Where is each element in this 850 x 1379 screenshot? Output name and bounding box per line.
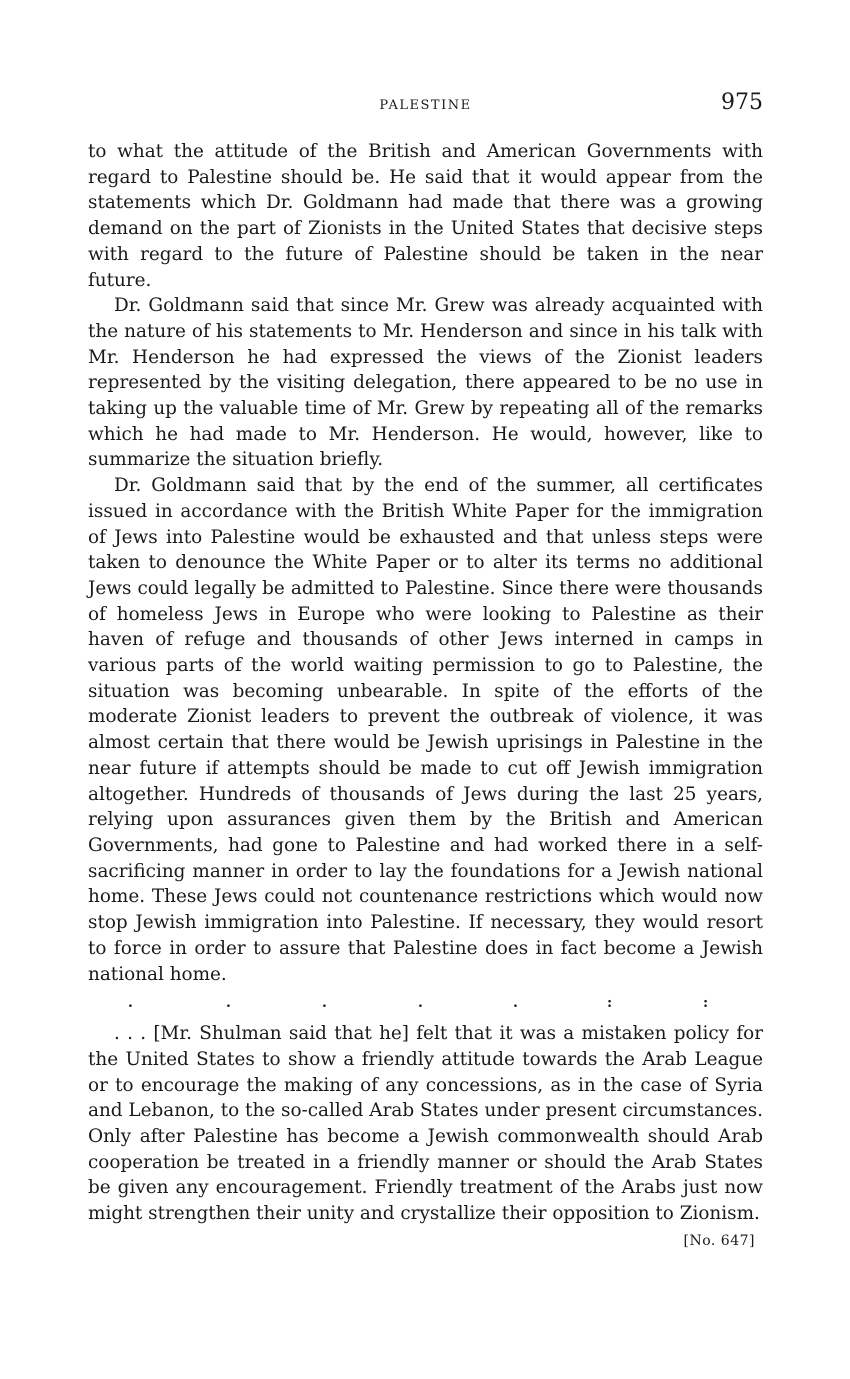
- paragraph-1: to what the attitude of the British and American Governments with regard to Palestine should be. He said that it would appear from the statements which Dr. Goldmann had made that there was a growing demand on the part of Zionists in the United States that decisive steps with regard to the future of Palestine should be taken in the near future.: [88, 141, 763, 291]
- paragraph-3: Dr. Goldmann said that by the end of the summer, all certificates issued in accordance with the British White Paper for the immigration of Jews into Palestine would be exhausted and that unless steps were taken to denounce the White Paper or to alter its terms no additional Jews could legally be admitted to Palestine. Since there were thousands of homeless Jews in Europe who were looking to Palestine as their haven of refuge and thousands of other Jews interned in camps in various parts of the world waiting permission to go to Palestine, the situation was becoming unbearable. In spite of the efforts of the moderate Zionist leaders to prevent the outbreak of violence, it was almost certain that there would be Jewish uprisings in Palestine in the near future if attempts should be made to cut off Jewish immigration altogether. Hundreds of thousands of Jews during the last 25 years, relying upon assurances given them by the British and American Governments, had gone to Palestine and had worked there in a self-sacrificing manner in order to lay the foundations for a Jewish national home. These Jews could not countenance restrictions which would now stop Jewish immigration into Palestine. If necessary, they would resort to force in order to assure that Palestine does in fact become a Jewish national home.: [88, 475, 763, 985]
- ellipsis-dot: .: [128, 995, 133, 1012]
- ellipsis-dot: .: [322, 995, 327, 1012]
- ellipsis-dot: .: [513, 995, 518, 1012]
- running-title: PALESTINE: [379, 98, 472, 113]
- ellipsis-dot: .: [226, 995, 231, 1012]
- ellipsis-dot: .: [418, 995, 423, 1012]
- body-text: [88, 139, 763, 1227]
- paragraph-2: Dr. Goldmann said that since Mr. Grew was already acquainted with the nature of his statements to Mr. Henderson and since in his talk with Mr. Henderson he had expressed the views of the Zionist leaders represented by the visiting delegation, there appeared to be no use in taking up the valuable time of Mr. Grew by repeating all of the remarks which he had made to Mr. Henderson. He would, however, like to summarize the situation briefly.: [88, 295, 763, 471]
- page-number: 975: [721, 90, 763, 115]
- omission-ellipsis: [88, 987, 763, 1021]
- document-page: [88, 88, 763, 1249]
- ellipsis-dot: :: [607, 995, 613, 1012]
- ellipsis-dot: :: [703, 995, 709, 1012]
- document-number: [No. 647]: [683, 1232, 755, 1249]
- paragraph-4: . . . [Mr. Shulman said that he] felt that it was a mistaken policy for the United States to show a friendly attitude towards the Arab League or to encourage the making of any concessions, as in the case of Syria and Lebanon, to the so-called Arab States under present circumstances. Only after Palestine has become a Jewish commonwealth should Arab cooperation be treated in a friendly manner or should the Arab States be given any encouragement. Friendly treatment of the Arabs just now might strengthen their unity and crystallize their opposition to Zionism.: [88, 1023, 763, 1225]
- running-head: [88, 88, 763, 122]
